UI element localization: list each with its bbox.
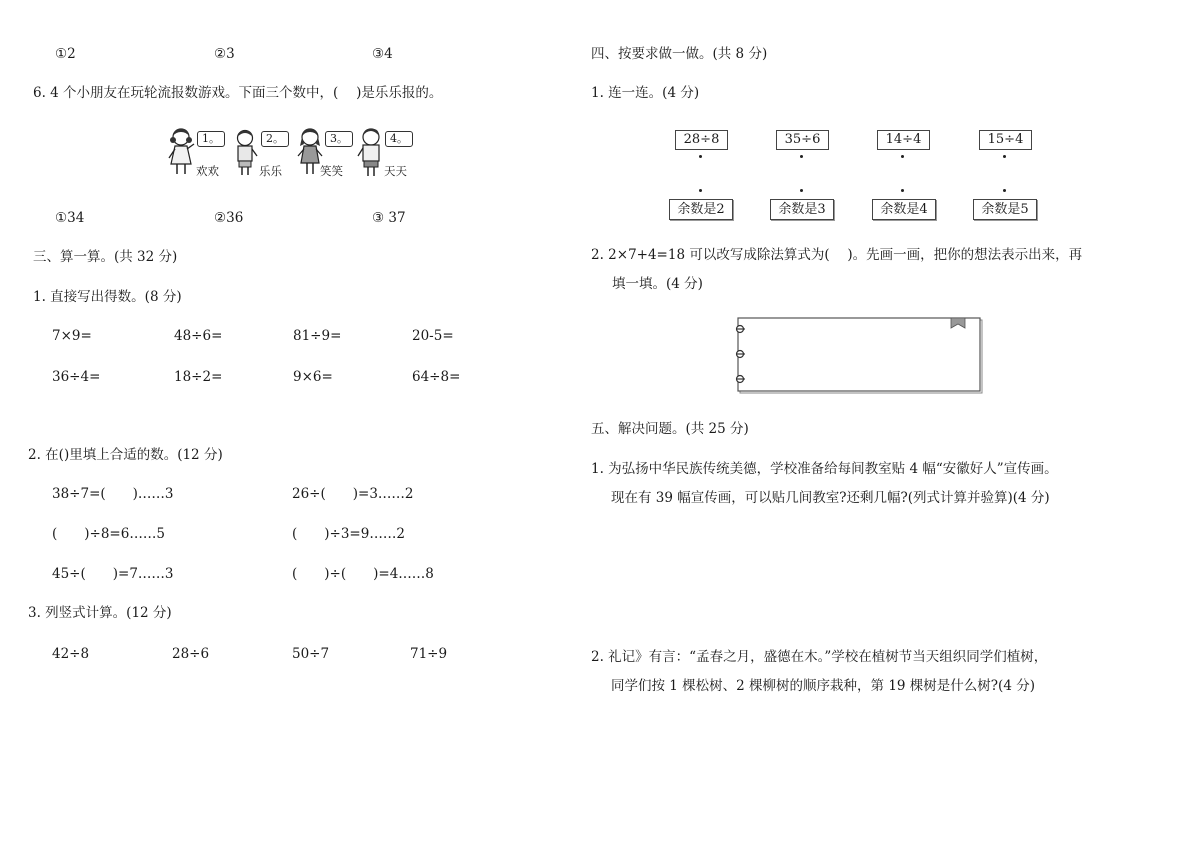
q5-option-2: ②3	[214, 46, 235, 62]
section-3-title: 三、算一算。(共 32 分)	[33, 249, 178, 265]
match-dot[interactable]	[901, 155, 904, 158]
fill-blank-item: 45÷( )=7……3	[52, 566, 174, 582]
section-5-title: 五、解决问题。(共 25 分)	[591, 421, 749, 437]
q5-option-3: ③4	[372, 46, 393, 62]
bubble-2: 2。	[261, 131, 289, 147]
match-dot[interactable]	[800, 155, 803, 158]
match-remainder: 余数是4	[872, 199, 936, 220]
q6-option-2: ②36	[214, 210, 244, 226]
fill-blank-item: ( )÷3=9……2	[292, 526, 405, 542]
section-4-title: 四、按要求做一做。(共 8 分)	[591, 46, 768, 62]
girl-huanhuan-illustration	[166, 126, 198, 178]
match-expression: 28÷8	[675, 130, 728, 150]
vertical-calc-item: 28÷6	[172, 646, 210, 662]
match-dot[interactable]	[699, 189, 702, 192]
boy-lele-illustration	[232, 128, 260, 178]
oral-calc-item: 48÷6=	[174, 328, 223, 344]
fill-blank-item: ( )÷8=6……5	[52, 526, 165, 542]
match-remainder: 余数是3	[770, 199, 834, 220]
name-lele: 乐乐	[259, 164, 282, 178]
fill-blank-item: 26÷( )=3……2	[292, 486, 414, 502]
match-expression: 14÷4	[877, 130, 930, 150]
notepad-drawing-area[interactable]	[733, 313, 985, 395]
oral-calc-item: 9×6=	[293, 369, 333, 385]
q6-option-1: ①34	[55, 210, 85, 226]
match-dot[interactable]	[699, 155, 702, 158]
q6-option-3: ③ 37	[372, 210, 406, 226]
name-huanhuan: 欢欢	[196, 164, 219, 178]
section-5-problem-1-line-2: 现在有 39 幅宣传画，可以贴几间教室?还剩几幅?(列式计算并验算)(4 分)	[611, 490, 1050, 506]
section-4-part-2-line-1: 2. 2×7+4=18 可以改写成除法算式为( )。先画一画，把你的想法表示出来，再	[591, 247, 1083, 263]
bubble-3: 3。	[325, 131, 353, 147]
oral-calc-item: 7×9=	[52, 328, 92, 344]
vertical-calc-item: 50÷7	[292, 646, 330, 662]
q5-option-1: ①2	[55, 46, 76, 62]
question-6-text: 6. 4 个小朋友在玩轮流报数游戏。下面三个数中，( )是乐乐报的。	[33, 85, 443, 101]
oral-calc-item: 18÷2=	[174, 369, 223, 385]
oral-calc-item: 36÷4=	[52, 369, 101, 385]
bubble-1: 1。	[197, 131, 225, 147]
section-5-problem-2-line-1: 2. 礼记》有言：“孟春之月，盛德在木。”学校在植树节当天组织同学们植树，	[591, 649, 1048, 665]
match-dot[interactable]	[1003, 189, 1006, 192]
section-3-part-1-title: 1. 直接写出得数。(8 分)	[33, 289, 182, 305]
match-remainder: 余数是2	[669, 199, 733, 220]
section-5-problem-2-line-2: 同学们按 1 棵松树、2 棵柳树的顺序栽种，第 19 棵树是什么树?(4 分)	[611, 678, 1035, 694]
fill-blank-item: ( )÷( )=4……8	[292, 566, 434, 582]
vertical-calc-item: 42÷8	[52, 646, 90, 662]
oral-calc-item: 20-5=	[412, 328, 454, 344]
match-dot[interactable]	[800, 189, 803, 192]
bubble-4: 4。	[385, 131, 413, 147]
match-remainder: 余数是5	[973, 199, 1037, 220]
oral-calc-item: 81÷9=	[293, 328, 342, 344]
section-3-part-3-title: 3. 列竖式计算。(12 分)	[28, 605, 172, 621]
section-4-part-1-title: 1. 连一连。(4 分)	[591, 85, 700, 101]
name-xiaoxiao: 笑笑	[320, 164, 343, 178]
vertical-calc-item: 71÷9	[410, 646, 448, 662]
match-dot[interactable]	[1003, 155, 1006, 158]
section-4-part-2-line-2: 填一填。(4 分)	[612, 276, 703, 292]
name-tiantian: 天天	[384, 164, 407, 178]
match-expression: 15÷4	[979, 130, 1032, 150]
section-3-part-2-title: 2. 在()里填上合适的数。(12 分)	[28, 447, 223, 463]
section-5-problem-1-line-1: 1. 为弘扬中华民族传统美德，学校准备给每间教室贴 4 幅“安徽好人”宣传画。	[591, 461, 1058, 477]
boy-tiantian-illustration	[356, 127, 386, 179]
fill-blank-item: 38÷7=( )……3	[52, 486, 174, 502]
match-expression: 35÷6	[776, 130, 829, 150]
match-dot[interactable]	[901, 189, 904, 192]
oral-calc-item: 64÷8=	[412, 369, 461, 385]
